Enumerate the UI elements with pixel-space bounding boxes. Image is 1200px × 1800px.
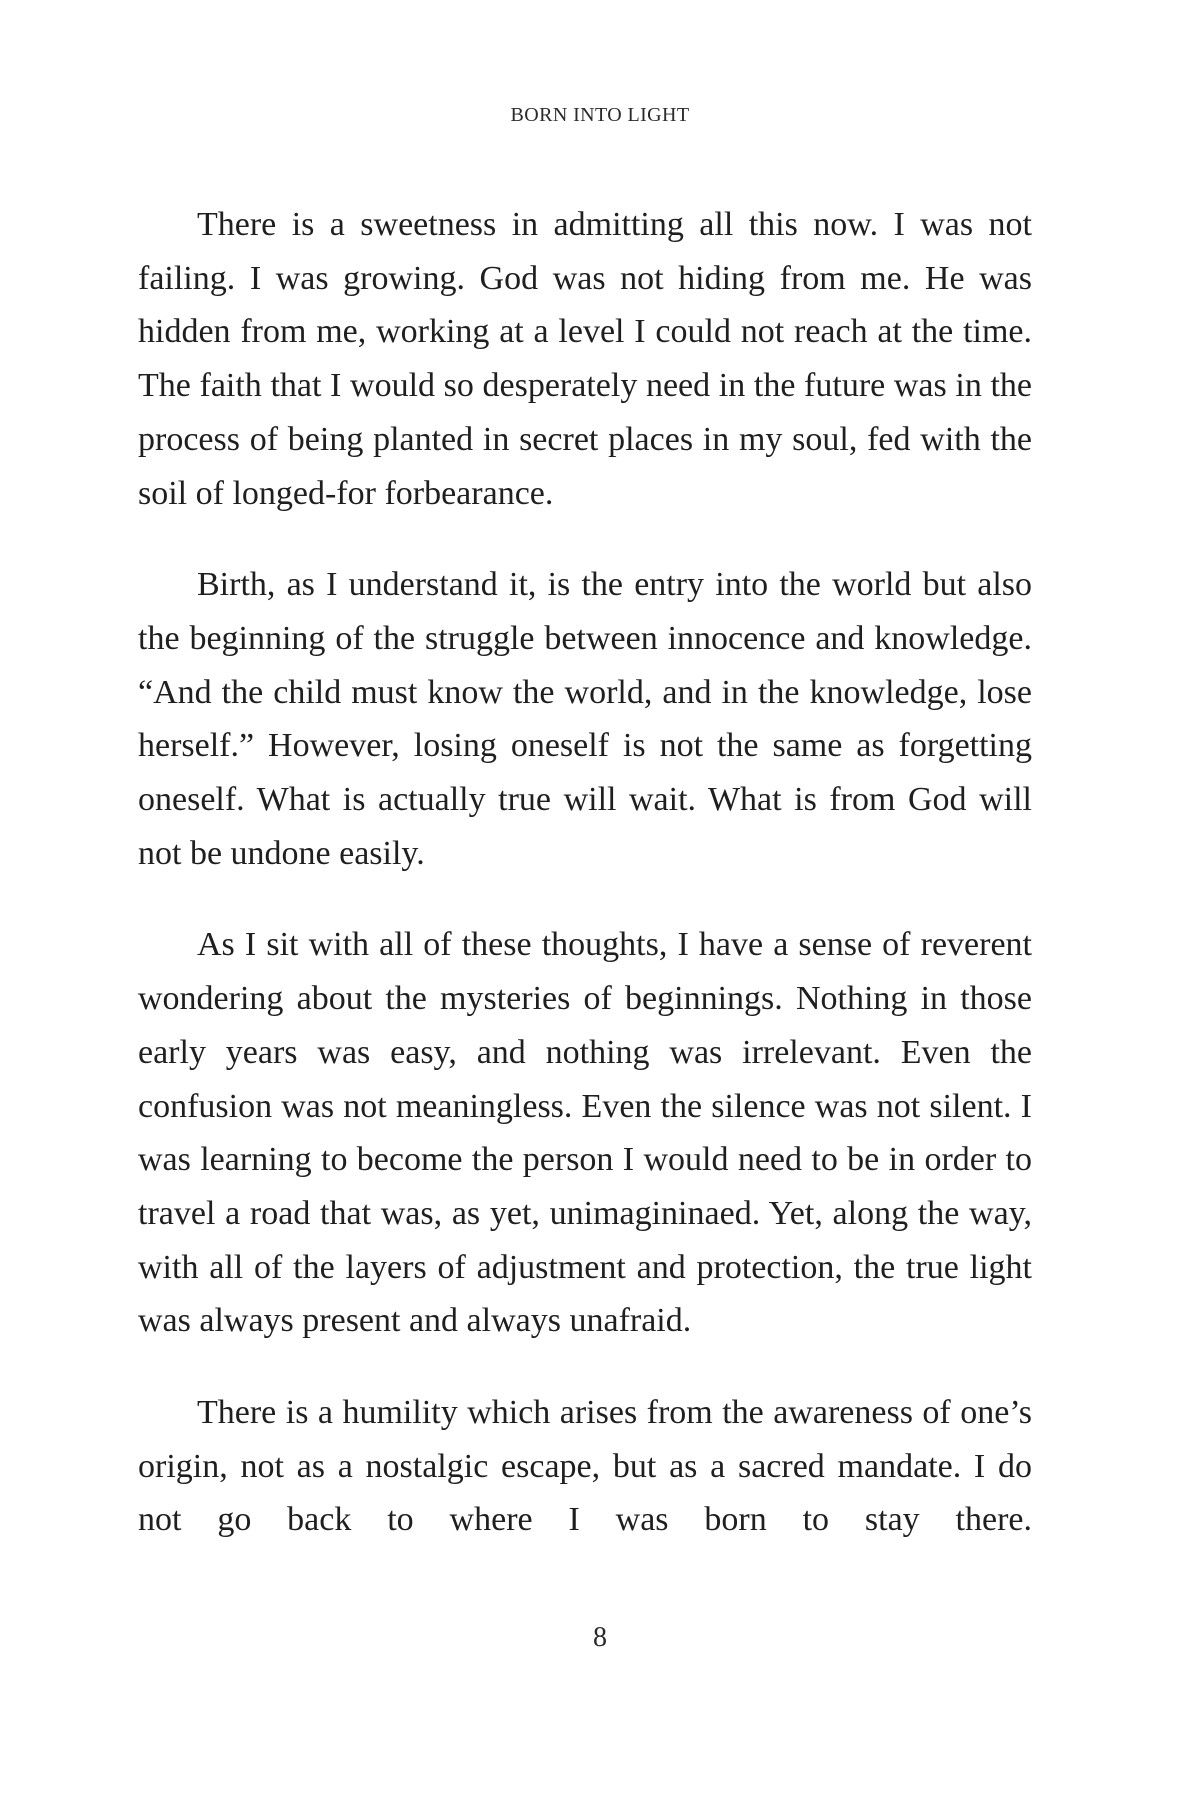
- paragraph-4: There is a humility which arises from the awareness of one’s origin, not as a nostalgic escape, but as a sacred mandate. I do not go back to where I was born to stay there.: [138, 1394, 1032, 1539]
- page-number: 8: [593, 1622, 607, 1653]
- body-text: [138, 198, 1032, 1547]
- running-head: BORN INTO LIGHT: [510, 104, 690, 126]
- paragraph-3: As I sit with all of these thoughts, I have a sense of reverent wondering about the mysteries of beginnings. Nothing in those early years was easy, and nothing was irrelevant. Even the confusion was not meaningless. Even the silence was not silent. I was learning to become the person I would need to be in order to travel a road that was, as yet, unimagininaed. Yet, along the way, with all of the layers of adjustment and protection, the true light was always present and always unafraid.: [138, 926, 1032, 1340]
- paragraph-2: Birth, as I understand it, is the entry into the world but also the beginning of the struggle between innocence and knowledge. “And the child must know the world, and in the knowledge, lose herself.” However, losing oneself is not the same as forgetting oneself. What is actually true will wait. What is from God will not be undone easily.: [138, 566, 1032, 872]
- paragraph-1: There is a sweetness in admitting all this now. I was not failing. I was growing. God was not hiding from me. He was hidden from me, working at a level I could not reach at the time. The faith that I would so desperately need in the future was in the process of being planted in secret places in my soul, fed with the soil of longed-for forbearance.: [138, 206, 1032, 512]
